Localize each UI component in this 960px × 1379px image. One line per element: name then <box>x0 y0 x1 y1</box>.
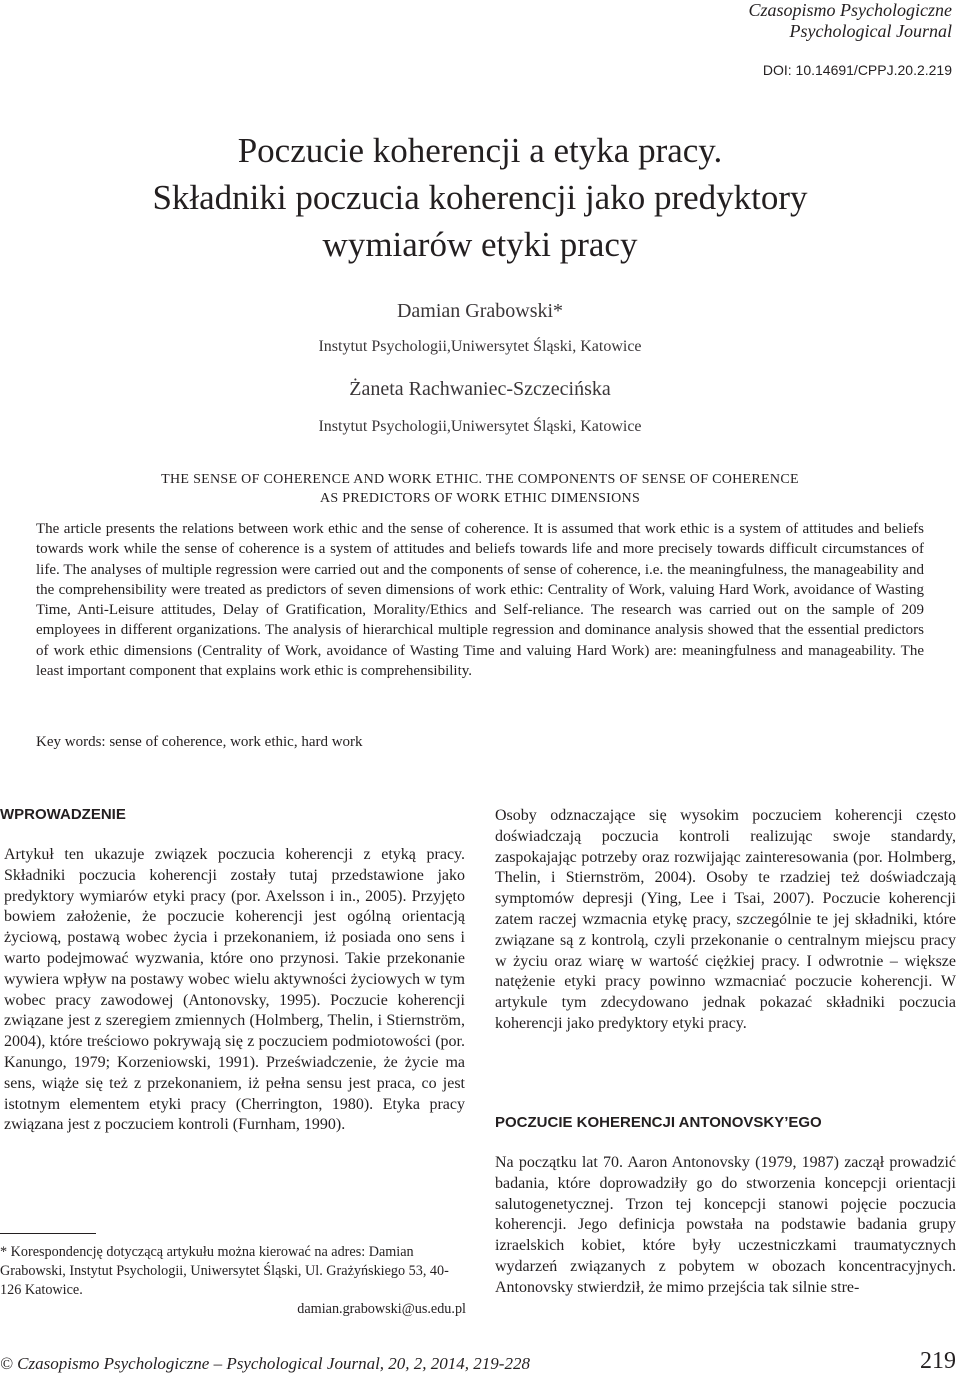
section-heading-antonovsky: POCZUCIE KOHERENCJI ANTONOVSKY’EGO <box>495 1114 822 1131</box>
journal-name-polish: Czasopismo Psychologiczne <box>748 0 952 20</box>
section-heading-introduction: WPROWADZENIE <box>0 806 126 823</box>
article-title <box>0 127 960 268</box>
author-name-1: Damian Grabowski* <box>396 300 564 322</box>
journal-name-english: Psychological Journal <box>789 21 952 41</box>
english-title <box>0 470 960 508</box>
english-title-line-1: THE SENSE OF COHERENCE AND WORK ETHIC. THE COMPONENTS OF SENSE OF COHERENCE <box>161 472 799 487</box>
footnote-divider <box>0 1233 96 1234</box>
english-title-line-2: AS PREDICTORS OF WORK ETHIC DIMENSIONS <box>319 491 641 506</box>
author-name-2: Żaneta Rachwaniec-Szczecińska <box>349 378 611 400</box>
introduction-text: Artykuł ten ukazuje związek poczucia koherencji z etyką pracy. Składniki poczucia koherencji zostały tutaj przedstawione jako predyktory wymiarów etyki pracy (por. Axelsson i in., 2005). Przyjęto bowiem założenie, że poczucie koherencji jest ogólną orientacją życiową, postawą wobec życia i przekonaniem, iż posiada ono sens i warto podejmować wyzwania, które ono przynosi. Takie przekonanie wywiera wpływ na postawy wobec wielu aktywności życiowych w tym wobec pracy zawodowej (Antonovsky, 1995). Poczucie koherencji związane jest z szeregiem zmiennych (Holmberg, Thelin, i Stiernström, 2004), które treściowo pokrywają się z poczuciem podmiotowości (por. Kanungo, 1979; Korzeniowski, 1991). Przeświadczenie, że życie ma sens, wiąże się też z przekonaniem, iż pełna sensu jest praca, co jest istotnym elementem etyki pracy (Cherrington, 1980). Etyka pracy związana jest z poczuciem kontroli (Furnham, 1990). <box>4 846 465 1134</box>
footer-citation: © Czasopismo Psychologiczne – Psychological Journal, 20, 2, 2014, 219-228 <box>0 1354 530 1373</box>
title-line-1: Poczucie koherencji a etyka pracy. <box>237 131 723 170</box>
abstract: The article presents the relations between work ethic and the sense of coherence. It is assumed that work ethic is a system of attitudes and beliefs towards work while the sense of coherence is a system of attitudes and beliefs towards life and more precisely towards difficult circumstances of life. The analyses of multiple regression were carried out and the components of sense of coherence, i.e. the meaningfulness, the manageability and the comprehensibility were treated as predictors of seven dimensions of work ethic: Centrality of Work, valuing Hard Work, avoidance of Wasting Time, Anti-Leisure attitudes, Delay of Gratification, Morality/Ethics and Self-reliance. The research was carried out on the sample of 209 employees in different organizations. The analysis of hierarchical multiple regression and dominance analysis showed that the essential predictors of work ethic dimensions (Centrality of Work, avoidance of Wasting Time and valuing Hard Work) are: meaningfulness and manageability. The least important component that explains work ethic is comprehensibility. <box>36 521 924 680</box>
doi: DOI: 10.14691/CPPJ.20.2.219 <box>762 62 952 78</box>
footnote-text: * Korespondencję dotyczącą artykułu można kierować na adres: Damian Grabowski, Instytut Psychologii, Uniwersytet Śląski, Ul. Grażyńskiego 53, 40-126 Katowice. <box>0 1244 449 1298</box>
title-line-3: wymiarów etyki pracy <box>322 225 638 264</box>
right-column-text-2: Na początku lat 70. Aaron Antonovsky (1979, 1987) zaczął prowadzić badania, które doprowadziły go do stworzenia koncepcji orientacji salutogenetycznej. Trzon tej koncepcji stanowi pojęcie poczucia koherencji. Jego definicja powstała na podstawie badania grupy izraelskich kobiet, które były uczestniczkami traumatycznych wydarzeń związanych z pobytem w obozach koncentracyjnych. Antonovsky stwierdził, że mimo przejścia tak silnie stre- <box>495 1154 956 1296</box>
keywords: Key words: sense of coherence, work ethic, hard work <box>36 734 363 750</box>
title-line-2: Składniki poczucia koherencji jako predyktory <box>152 178 808 217</box>
correspondence-email[interactable]: damian.grabowski@us.edu.pl <box>297 1301 466 1317</box>
right-column-text-1: Osoby odznaczające się wysokim poczuciem koherencji często doświadczają poczucia kontroli realizując swoje standardy, zaspokajając potrzeby oraz rozwijając zainteresowania (por. Holmberg, Thelin, i Stiernström, 2004). Osoby te rzadziej też doświadczają symptomów depresji (Ying, Lee i Tsai, 2007). Poczucie koherencji zatem raczej wzmacnia etykę pracy, szczególnie te jej składniki, które związane są z kontrolą, czyli przekonanie o centralnym miejscu pracy w życiu oraz wiarę w wartość ciężkiej pracy. I odwrotnie – większe natężenie etyki pracy powinno wzmacniać poczucie koherencji. W artykule tym zdecydowano jednak pokazać składniki poczucia koherencji jako predyktory etyki pracy. <box>495 807 956 1032</box>
page-number: 219 <box>920 1348 956 1374</box>
author-affiliation-1: Instytut Psychologii,Uniwersytet Śląski, Katowice <box>318 338 642 355</box>
author-affiliation-2: Instytut Psychologii,Uniwersytet Śląski, Katowice <box>318 418 642 435</box>
correspondence-footnote <box>0 1243 466 1319</box>
journal-name <box>749 0 952 42</box>
